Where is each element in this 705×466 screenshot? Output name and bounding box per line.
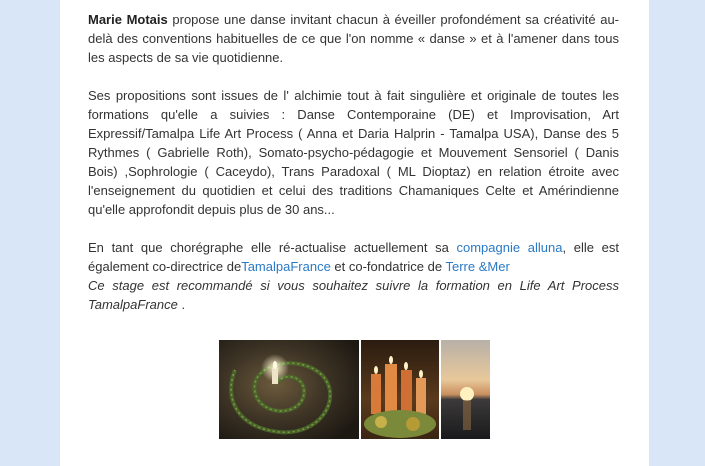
candle-spiral-photo (219, 340, 359, 439)
intro-paragraph (88, 10, 619, 67)
recommendation-note (88, 276, 619, 314)
training-paragraph: Ses propositions sont issues de l' alchimie tout à fait singulière et originale de toutes les formations qu'elle a suivies : Danse Contemporaine (DE) et Improvisation, Art Expressif/Tamalpa Life Art Process ( Anna et Daria Halprin - Tamalpa USA), Danse des 5 Rythmes ( Gabrielle Roth), Somato-psycho-pédagogie et Mouvement Sensoriel ( Danis Bois) ,Sophrologie ( Caceydo), Trans Paradoxal ( ML Dioptaz) en relation étroite avec l'enseignement du quotidien et celui des traditions Chamaniques Celte et Amérindienne qu'elle approfondit depuis plus de 30 ans... (88, 88, 619, 217)
photo-strip (219, 340, 490, 439)
content-panel (60, 0, 649, 466)
role-text-1: En tant que chorégraphe elle ré-actualise actuellement sa (88, 240, 457, 255)
person-name: Marie Motais (88, 12, 168, 27)
sunset-sea-photo (441, 340, 490, 439)
link-tamalpa-france[interactable]: TamalpaFrance (241, 259, 331, 274)
recommendation-tail: . (177, 297, 186, 312)
link-compagnie-alluna[interactable]: compagnie alluna (456, 240, 563, 255)
intro-text: propose une danse invitant chacun à éveiller profondément sa créativité au-delà des conventions habituelles de ce que l'on nomme « danse » et à l'amener dans tous les aspects de sa vie quotidienne. (88, 12, 619, 65)
role-text-3: et co-fondatrice de (330, 259, 446, 274)
role-text-2: , elle est également co-directrice de (88, 240, 619, 274)
candles-offering-photo (361, 340, 439, 439)
article-body (88, 10, 619, 333)
recommendation-text: Ce stage est recommandé si vous souhaitez suivre la formation en Life Art Process TamalpaFrance (88, 278, 619, 312)
role-paragraph (88, 238, 619, 314)
link-terre-et-mer[interactable]: Terre &Mer (445, 259, 510, 274)
